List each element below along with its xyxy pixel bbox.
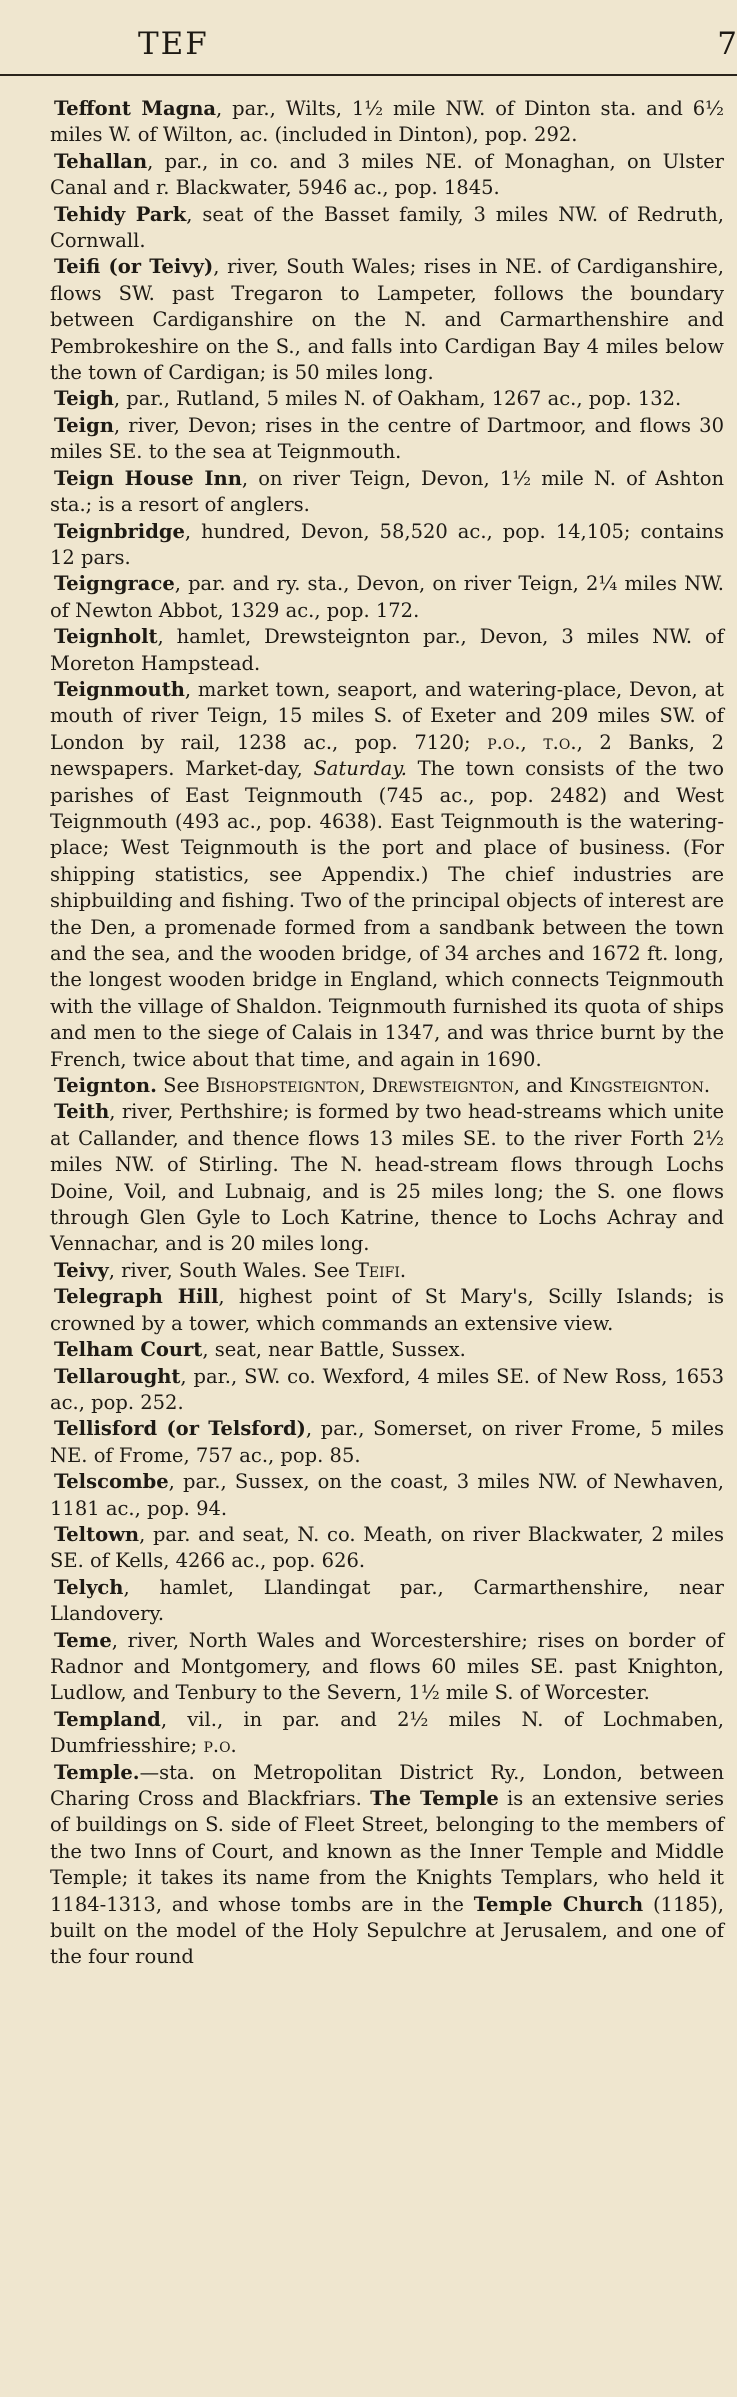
entry-text: , river, South Wales; rises in NE. of Cardiganshire, flows SW. past Tregaron to Lampeter, follows the boundary between Cardiganshire on the N. and Carmarthenshire and Pembrokeshire on the S., and falls into Cardigan Bay 4 miles below the town of Cardigan; is 50 miles long. (50, 255, 724, 385)
section-heading: TEF (138, 26, 209, 62)
entry (50, 1258, 724, 1284)
entry-headword: Telegraph Hill (54, 1285, 219, 1309)
entry-text: , par. and ry. sta., Devon, on river Teign, 2¼ miles NW. of Newton Abbot, 1329 ac., pop. 172. (50, 572, 724, 622)
entry (50, 1416, 724, 1469)
entry-text: , river, Devon; rises in the centre of Dartmoor, and flows 30 miles SE. to the sea at Teignmouth. (50, 413, 724, 464)
entry-text: , par., in co. and 3 miles NE. of Monaghan, on Ulster Canal and r. Blackwater, 5946 ac., pop. 1845. (50, 149, 724, 200)
entry-headword: Teigh (54, 387, 114, 411)
entry-text: , river, Perthshire; is formed by two head-streams which unite at Callander, and thence flows 13 miles SE. to the river Forth 2½ miles NW. of Stirling. The N. head-stream flows through Lochs Doine, Voil, and Lubnaig, and is 25 miles long; the S. one flows through Glen Gyle to Loch Katrine, thence to Lochs Achray and Vennachar, and is 20 miles long. (50, 1100, 724, 1256)
entry-headword: Telych (54, 1575, 124, 1599)
entry-headword: Teignton. (54, 1074, 157, 1098)
entry-smallcaps: Bishopsteignton, Drewsteignton, (205, 1074, 521, 1098)
entry (50, 1575, 724, 1628)
entry-headword: Teifi (or Teivy) (54, 255, 214, 279)
entry-text: , par., Sussex, on the coast, 3 miles NW. of Newhaven, 1181 ac., pop. 94. (50, 1470, 724, 1520)
entry-headword: Tellisford (or Telsford) (54, 1417, 306, 1441)
entry-headword: Temple. (54, 1760, 140, 1784)
entry-text: —sta. on Metropolitan District Ry., London, between Charing Cross and Blackfriars. (50, 1760, 724, 1810)
entry-headword: Telscombe (54, 1470, 169, 1494)
entry-text: , vil., in par. and 2½ miles N. of Lochmaben, Dumfriesshire; (50, 1707, 724, 1758)
entry-text: , 2 Banks, 2 newspapers. Market-day, (50, 730, 724, 781)
entry (50, 466, 724, 519)
entry-headword: Teffont Magna (54, 97, 217, 120)
entry-text: , river, North Wales and Worcestershire; rises on border of Radnor and Montgomery, and flows 60 miles SE. past Knighton, Ludlow, and Tenbury to the Severn, 1½ mile S. of Worcester. (50, 1628, 724, 1705)
entry-headword: Tellarought (54, 1364, 181, 1388)
entry-text: (1185), built on the model of the Holy Sepulchre at Jerusalem, and one of the four round (50, 1892, 724, 1969)
entry-headword: Teign (54, 413, 114, 437)
entry (50, 1628, 724, 1707)
entry (50, 677, 724, 1073)
entry (50, 1099, 724, 1257)
entry-headword: Tehidy Park (54, 202, 187, 226)
entry-smallcaps: Kingsteignton (569, 1074, 704, 1098)
entry-text: . (703, 1074, 711, 1098)
entry-headword: Teignmouth (54, 677, 185, 701)
entry-text: The town consists of the two parishes of East Teignmouth (745 ac., pop. 2482) and West Teignmouth (493 ac., pop. 4638). East Teignmouth is the watering-place; West Teignmouth is the port and place of business. (For shipping statistics, see Appendix.) The chief industries are shipbuilding and fishing. Two of the principal objects of interest are the Den, a promenade formed from a sandbank between the town and the sea, and the wooden bridge, of 34 arches and 1672 ft. long, the longest wooden bridge in England, which connects Teignmouth with the village of Shaldon. Teignmouth furnished its quota of ships and men to the siege of Calais in 1347, and was thrice burnt by the French, twice about that time, and again in 1690. (50, 757, 724, 1071)
entry (50, 149, 724, 202)
entry-text: , market town, seaport, and watering-place, Devon, at mouth of river Teign, 15 miles S. of Exeter and 209 miles SW. of London by rail, 1238 ac., pop. 7120; (50, 677, 724, 754)
entry-text: , hamlet, Drewsteignton par., Devon, 3 miles NW. of Moreton Hampstead. (50, 625, 724, 675)
entry-italic: Saturday. (313, 757, 407, 781)
entry-text: , hamlet, Llandingat par., Carmarthenshire, near Llandovery. (50, 1575, 724, 1626)
entry-text: , par., Rutland, 5 miles N. of Oakham, 1267 ac., pop. 132. (113, 387, 682, 411)
entry-headword: Teivy (54, 1258, 109, 1282)
entry-smallcaps: p.o., t.o. (487, 730, 577, 754)
entry (50, 519, 724, 572)
entry-text: , highest point of St Mary's, Scilly Islands; is crowned by a tower, which commands an extensive view. (50, 1285, 724, 1335)
entry-text: and (520, 1074, 570, 1098)
entry-text: , on river Teign, Devon, 1½ mile N. of Ashton sta.; is a resort of anglers. (50, 466, 724, 517)
entry (50, 386, 724, 412)
entry (50, 1760, 724, 1971)
entry-headword: Teith (54, 1100, 110, 1124)
header-rule (0, 74, 737, 76)
page-number: 7 (717, 26, 737, 62)
entry-text: , par., Somerset, on river Frome, 5 miles NE. of Frome, 757 ac., pop. 85. (50, 1417, 725, 1467)
entry (50, 1707, 724, 1760)
entry (50, 1337, 724, 1363)
entry-text: . (399, 1258, 407, 1282)
entry-headword: Templand (54, 1707, 161, 1731)
entry (50, 571, 724, 624)
entry-headword: Telham Court (54, 1338, 203, 1362)
entry-text: , seat of the Basset family, 3 miles NW. of Redruth, Cornwall. (50, 202, 725, 253)
entry (50, 254, 724, 386)
entry-headword: Teignholt (54, 625, 158, 649)
entry-smallcaps: p.o. (203, 1734, 237, 1758)
entry-text: , par. and seat, N. co. Meath, on river Blackwater, 2 miles SE. of Kells, 4266 ac., pop. 626. (50, 1522, 724, 1573)
entry-headword: Teignbridge (54, 519, 185, 543)
entry-headword: Teign House Inn (54, 466, 242, 490)
entry-text: , river, South Wales. See (108, 1258, 356, 1282)
entry-text: , par., SW. co. Wexford, 4 miles SE. of New Ross, 1653 ac., pop. 252. (50, 1364, 724, 1414)
entry-headword: Teme (54, 1628, 112, 1652)
entry (50, 624, 724, 677)
entry-text: See (156, 1074, 206, 1098)
entry-headword: Teltown (54, 1522, 140, 1546)
entry (50, 413, 724, 466)
entry-smallcaps: Teifi (355, 1258, 400, 1282)
entry (50, 1364, 724, 1417)
entry-text: , hundred, Devon, 58,520 ac., pop. 14,105; contains 12 pars. (50, 519, 724, 569)
entry (50, 202, 724, 255)
entry-text: , par., Wilts, 1½ mile NW. of Dinton sta. and 6½ miles W. of Wilton, ac. (included in Dinton), pop. 292. (50, 97, 725, 147)
entry-headword: Temple Church (473, 1892, 644, 1916)
entry-headword: Teigngrace (54, 572, 175, 596)
entry-headword: The Temple (370, 1787, 499, 1810)
entry (50, 1073, 724, 1099)
entry-text: is an extensive series of buildings on S. side of Fleet Street, belonging to the members of the two Inns of Court, and known as the Inner Temple and Middle Temple; it takes its name from the Knights Templars, who held it 1184-1313, and whose tombs are in the (50, 1787, 724, 1916)
entry (50, 1284, 724, 1337)
running-head (0, 0, 737, 76)
entry (50, 1469, 724, 1522)
entry-headword: Tehallan (54, 149, 148, 173)
entry (50, 1522, 724, 1575)
entries-column (50, 96, 724, 1971)
entry (50, 96, 724, 149)
entry-text: , seat, near Battle, Sussex. (202, 1338, 466, 1362)
